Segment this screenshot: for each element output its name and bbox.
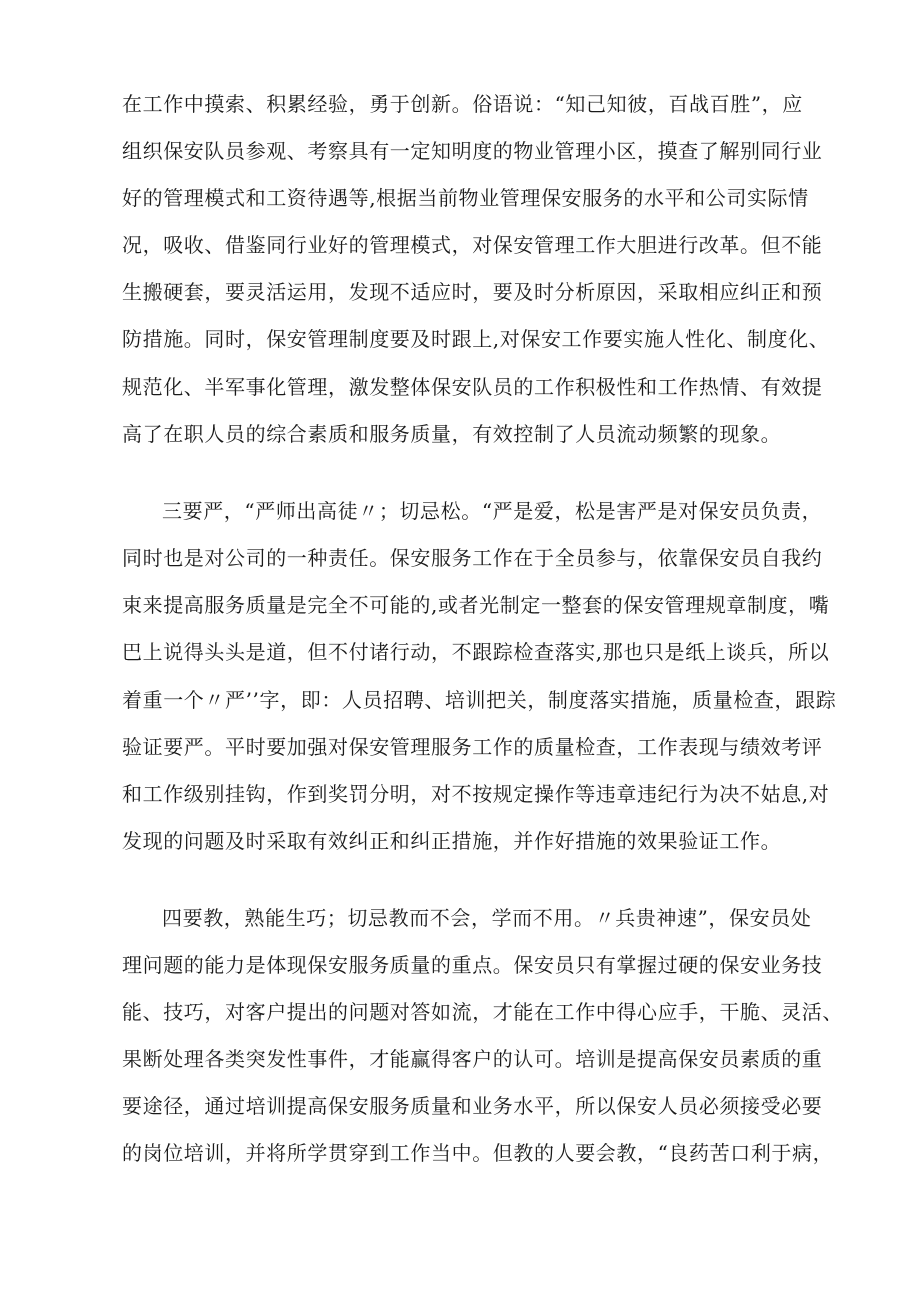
text-line: 着重一个〃严’’字，即：人员招聘、培训把关，制度落实措施，质量检查，跟踪 bbox=[122, 688, 837, 712]
text-line: 好的管理模式和工资待遇等,根据当前物业管理保安服务的水平和公司实际情 bbox=[122, 186, 809, 210]
text-line: 能、技巧，对客户提出的问题对答如流，才能在工作中得心应手，干脆、灵活、 bbox=[122, 1000, 843, 1024]
text-line: 的岗位培训，并将所学贯穿到工作当中。但教的人要会教，“良药苦口利于病， bbox=[122, 1141, 834, 1165]
text-line: 组织保安队员参观、考察具有一定知明度的物业管理小区，摸查了解别同行业 bbox=[122, 139, 823, 163]
text-line: 要途径，通过培训提高保安服务质量和业务水平，所以保安人员必须接受必要 bbox=[122, 1094, 823, 1118]
text-line: 束来提高服务质量是完全不可能的,或者光制定一整套的保安管理规章制度，嘴 bbox=[122, 593, 830, 617]
text-line: 理问题的能力是体现保安服务质量的重点。保安员只有掌握过硬的保安业务技 bbox=[122, 953, 823, 977]
text-line: 生搬硬套，要灵活运用，发现不适应时，要及时分析原因，采取相应纠正和预 bbox=[122, 280, 823, 304]
text-line: 和工作级别挂钩，作到奖罚分明，对不按规定操作等违章违纪行为决不姑息,对 bbox=[122, 782, 830, 806]
text-line: 三要严，“严师出高徒〃；切忌松。“严是爱，松是害严是对保安员负责， bbox=[162, 499, 823, 523]
text-line: 巴上说得头头是道，但不付诸行动，不跟踪检查落实,那也只是纸上谈兵，所以 bbox=[122, 640, 830, 664]
text-line: 验证要严。平时要加强对保安管理服务工作的质量检查，工作表现与绩效考评 bbox=[122, 735, 823, 759]
text-line: 防措施。同时，保安管理制度要及时跟上,对保安工作要实施人性化、制度化、 bbox=[122, 327, 830, 351]
text-line: 况，吸收、借鉴同行业好的管理模式，对保安管理工作大胆进行改革。但不能 bbox=[122, 233, 823, 257]
text-line: 发现的问题及时采取有效纠正和纠正措施，并作好措施的效果验证工作。 bbox=[122, 829, 782, 853]
text-line: 四要教，熟能生巧；切忌教而不会，学而不用。〃兵贵神速”，保安员处 bbox=[162, 906, 812, 930]
text-line: 高了在职人员的综合素质和服务质量，有效控制了人员流动频繁的现象。 bbox=[122, 422, 782, 446]
text-line: 规范化、半军事化管理，激发整体保安队员的工作积极性和工作热情、有效提 bbox=[122, 375, 823, 399]
text-line: 在工作中摸索、积累经验，勇于创新。俗语说：“知己知彼，百战百胜”，应 bbox=[122, 92, 803, 116]
text-line: 同时也是对公司的一种责任。保安服务工作在于全员参与，依靠保安员自我约 bbox=[122, 546, 823, 570]
text-line: 果断处理各类突发性事件，才能赢得客户的认可。培训是提高保安员素质的重 bbox=[122, 1047, 823, 1071]
